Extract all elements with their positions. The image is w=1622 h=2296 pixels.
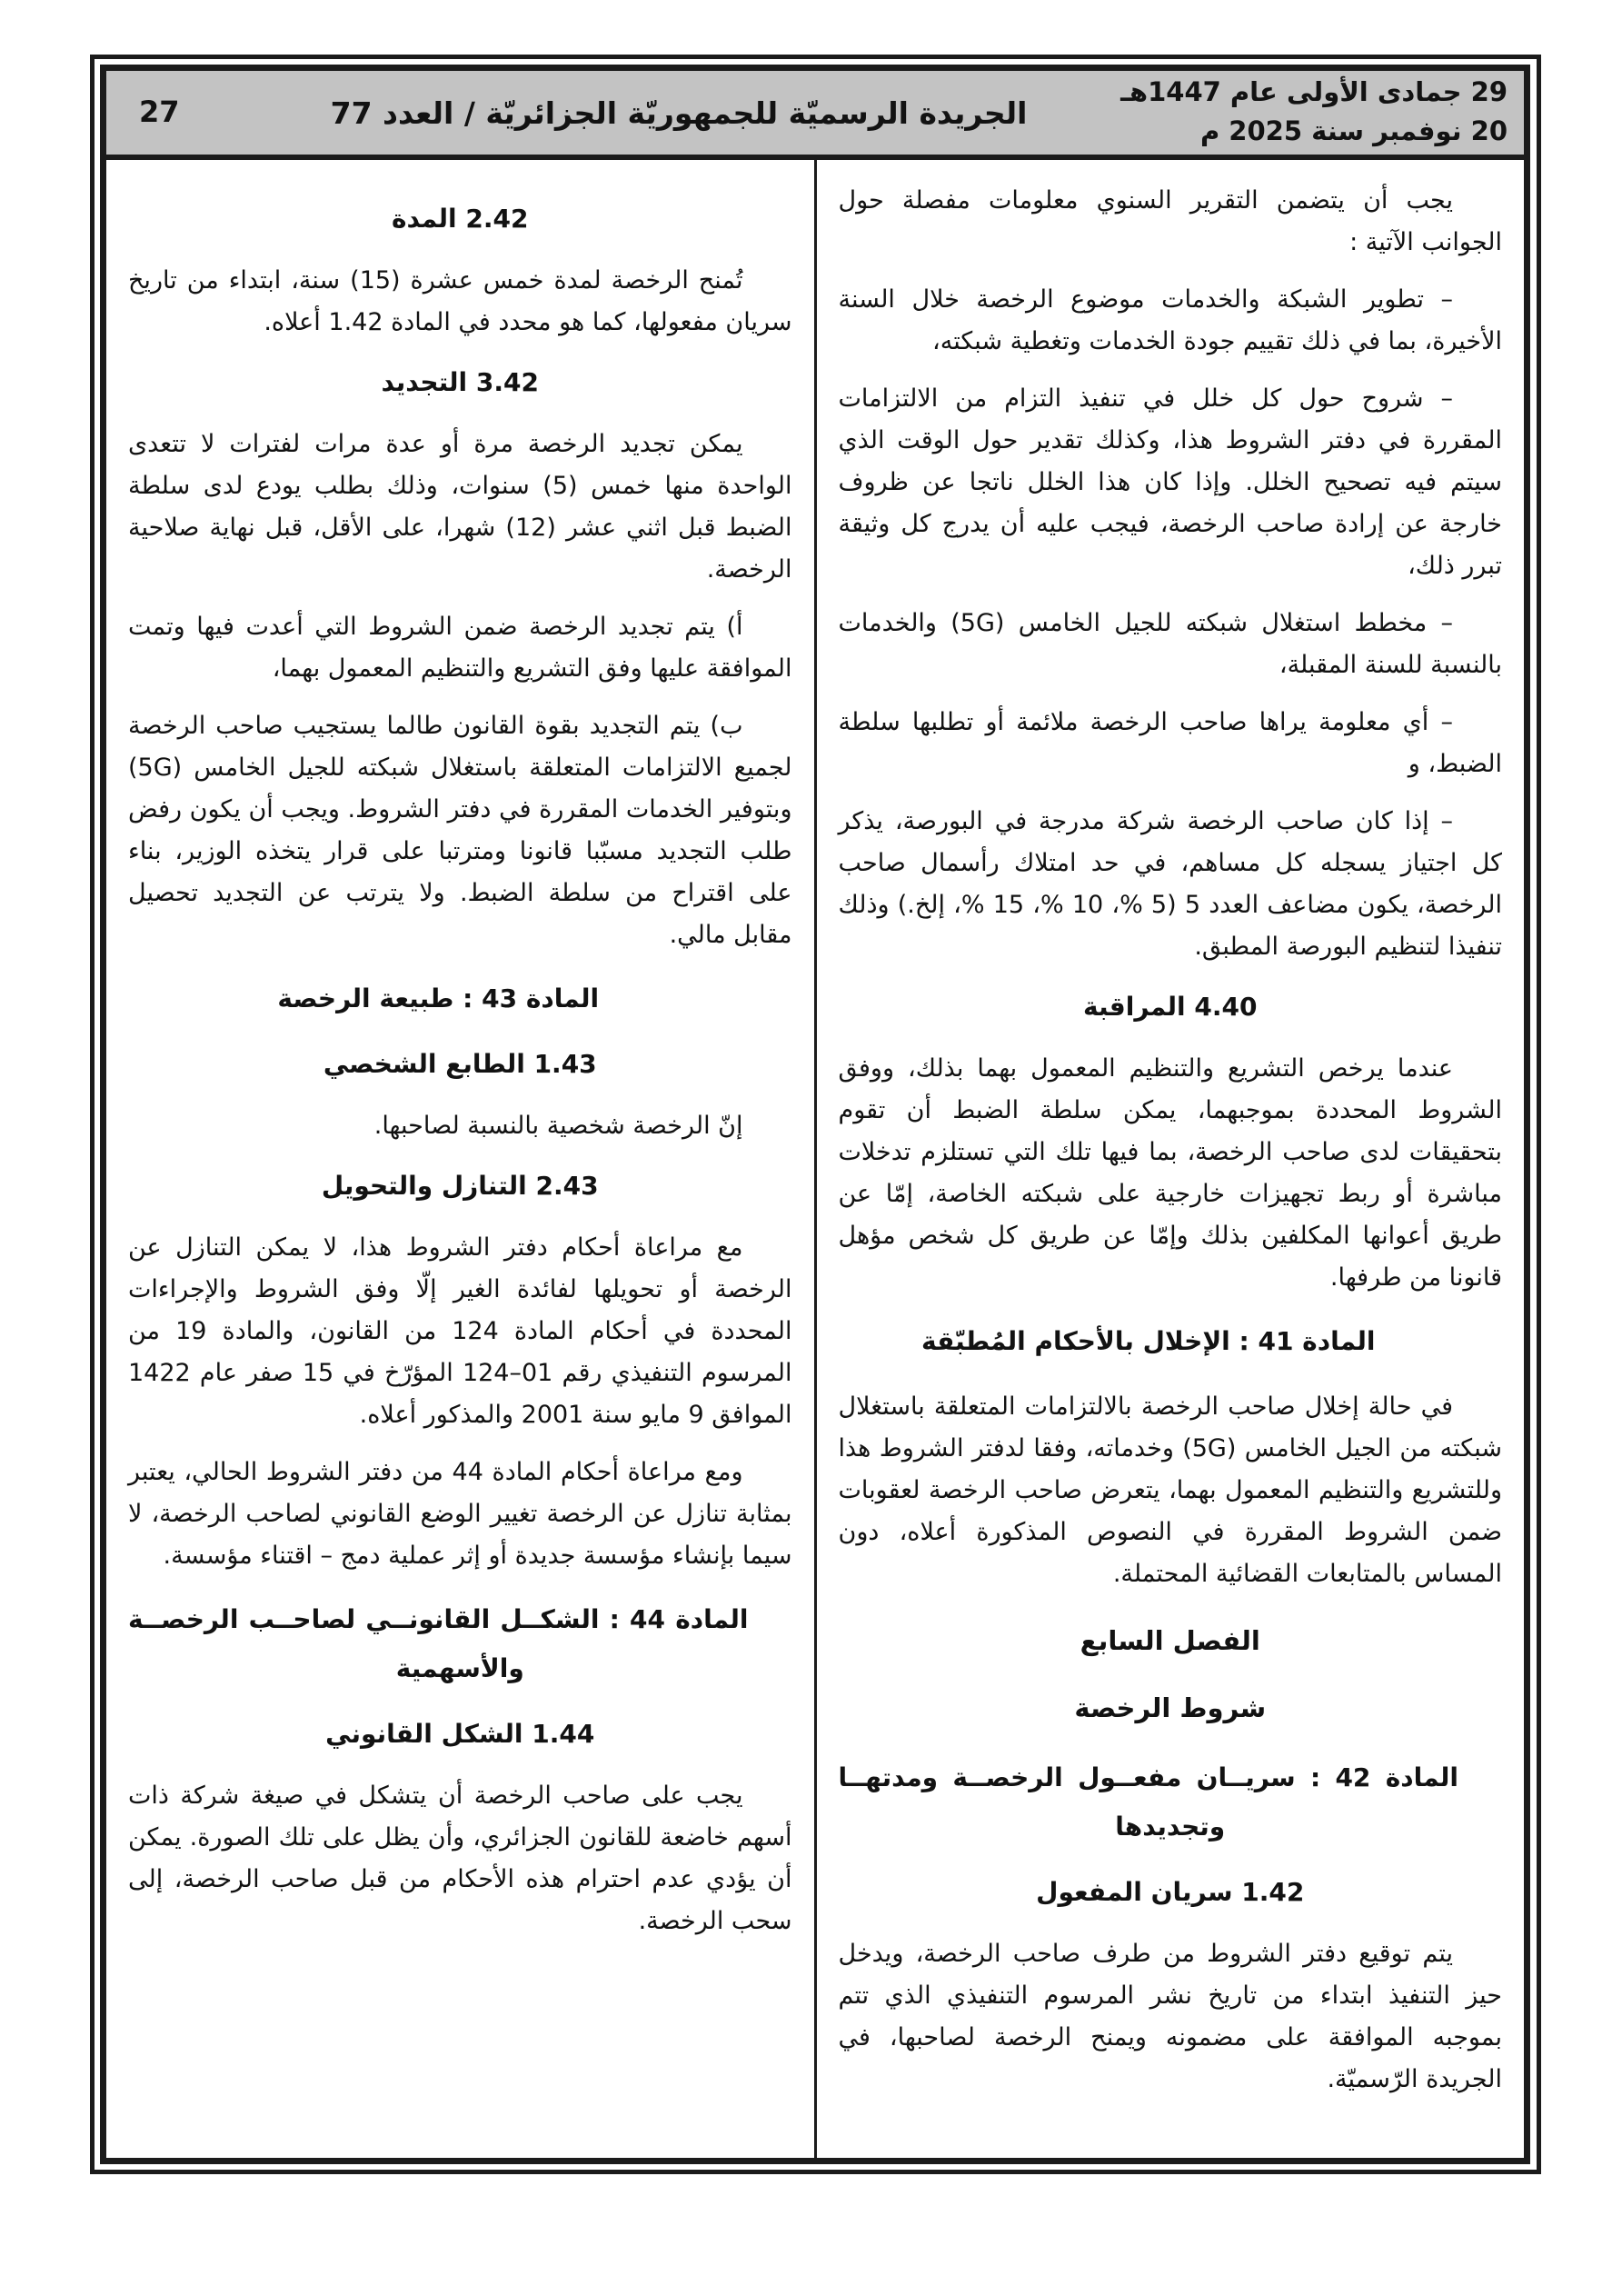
column-divider-rule — [814, 160, 817, 2158]
paragraph: أ) يتم تجديد الرخصة ضمن الشروط التي أعدت فيها وتمت الموافقة عليها وفق التشريع والتنظيم المعمول بهما، — [128, 613, 792, 683]
paragraph: إنّ الرخصة شخصية بالنسبة لصاحبها. — [373, 1112, 743, 1140]
page-inner-frame — [100, 65, 1530, 2164]
subsection-heading: 1.44 الشكل القانوني — [325, 1719, 595, 1749]
paragraph: يجب على صاحب الرخصة أن يتشكل في صيغة شركة ذات أسهم خاضعة للقانون الجزائري، وأن يظل على تلك الصورة. يمكن أن يؤدي عدم احترام هذه الأحكام من قبل صاحب الرخصة، إلى سحب الرخصة. — [128, 1782, 792, 1935]
subsection-heading: 4.40 المراقبة — [1083, 992, 1258, 1022]
column-left — [106, 160, 814, 2158]
article-heading: المادة 44 : الشكــل القانونــي لصاحــب الرخصــة والأسهمية — [128, 1604, 749, 1683]
date-gregorian: 20 نوفمبر سنة 2025 م — [1199, 115, 1508, 146]
issue-dates — [1120, 73, 1508, 151]
paragraph: يتم توقيع دفتر الشروط من طرف صاحب الرخصة، ويدخل حيز التنفيذ ابتداء من تاريخ نشر المرسوم التنفيذي الذي تتم بموجبه الموافقة على مضمونه ويمنح الرخصة لصاحبها، في الجريدة الرّسميّة. — [838, 1940, 1502, 2093]
paragraph: مع مراعاة أحكام دفتر الشروط هذا، لا يمكن التنازل عن الرخصة أو تحويلها لفائدة الغير إلّا وفق الشروط والإجراءات المحددة في أحكام المادة 124 من القانون، والمادة 19 من المرسوم التنفيذي رقم 01–124 المؤرّخ في 15 صفر عام 1422 الموافق 9 مايو سنة 2001 والمذكور أعلاه. — [128, 1233, 792, 1429]
list-item-dash: – أي معلومة يراها صاحب الرخصة ملائمة أو تطلبها سلطة الضبط، و — [838, 708, 1502, 778]
list-item-dash: – تطوير الشبكة والخدمات موضوع الرخصة خلال السنة الأخيرة، بما في ذلك تقييم جودة الخدمات وتغطية شبكته، — [838, 285, 1502, 355]
chapter-heading: الفصل السابع — [1080, 1625, 1260, 1656]
article-heading: المادة 41 : الإخلال بالأحكام المُطبّقة — [921, 1326, 1376, 1356]
two-column-body — [106, 160, 1524, 2158]
subsection-heading: 1.43 الطابع الشخصي — [323, 1049, 597, 1079]
subsection-heading: 3.42 التجديد — [381, 367, 539, 397]
paragraph: يجب أن يتضمن التقرير السنوي معلومات مفصلة حول الجوانب الآتية : — [838, 186, 1502, 256]
paragraph: في حالة إخلال صاحب الرخصة بالالتزامات المتعلقة باستغلال شبكته من الجيل الخامس (5G) وخدماته، وفقا لدفتر الشروط هذا وللتشريع والتنظيم المعمول بهما، يتعرض صاحب الرخصة لعقوبات ضمن الشروط المقررة في النصوص المذكورة أعلاه، دون المساس بالمتابعات القضائية المحتملة. — [838, 1393, 1502, 1588]
subsection-heading: 1.42 سريان المفعول — [1036, 1877, 1305, 1907]
subsection-heading: 2.43 التنازل والتحويل — [321, 1171, 599, 1201]
chapter-subheading: شروط الرخصة — [1074, 1692, 1267, 1723]
page-number: 27 — [139, 95, 180, 129]
page-header — [106, 71, 1524, 160]
article-heading: المادة 43 : طبيعة الرخصة — [277, 983, 600, 1013]
list-item-dash: – شروح حول كل خلل في تنفيذ التزام من الالتزامات المقررة في دفتر الشروط هذا، وكذلك تقدير حول الوقت الذي سيتم فيه تصحيح الخلل. وإذا كان هذا الخلل ناتجا عن ظروف خارجة عن إرادة صاحب الرخصة، فيجب عليه أن يدرج كل وثيقة تبرر ذلك، — [838, 384, 1502, 580]
article-heading: المادة 42 : سريــان مفعــول الرخصــة ومدتهــا وتجديدها — [838, 1762, 1458, 1842]
paragraph: ومع مراعاة أحكام المادة 44 من دفتر الشروط الحالي، يعتبر بمثابة تنازل عن الرخصة تغيير الوضع القانوني لصاحب الرخصة، لا سيما بإنشاء مؤسسة جديدة أو إثر عملية دمج – اقتناء مؤسسة. — [128, 1458, 792, 1570]
date-hijri: 29 جمادى الأولى عام 1447هـ — [1120, 76, 1508, 107]
list-item-dash: – إذا كان صاحب الرخصة شركة مدرجة في البورصة، يذكر كل اجتياز يسجله كل مساهم، في حد امتلاك رأسمال صاحب الرخصة، يكون مضاعف العدد 5 (5 %، 10 %، 15 %، إلخ.) وذلك تنفيذا لتنظيم البورصة المطبق. — [838, 807, 1502, 961]
column-right — [817, 160, 1525, 2158]
paragraph: يمكن تجديد الرخصة مرة أو عدة مرات لفترات لا تتعدى الواحدة منها خمس (5) سنوات، وذلك بطلب يودع لدى سلطة الضبط قبل اثني عشر (12) شهرا، على الأقل، قبل نهاية صلاحية الرخصة. — [128, 430, 792, 584]
paragraph: عندما يرخص التشريع والتنظيم المعمول بهما بذلك، ووفق الشروط المحددة بموجبهما، يمكن سلطة الضبط أن تقوم بتحقيقات لدى صاحب الرخصة، بما فيها تلك التي تستلزم تدخلات مباشرة أو ربط تجهيزات خارجية على شبكته الخاصة، إمّا عن طريق أعوانها المكلفين بذلك وإمّا عن طريق كل شخص مؤهل قانونا من طرفها. — [838, 1054, 1502, 1292]
subsection-heading: 2.42 المدة — [392, 204, 529, 234]
paragraph: تُمنح الرخصة لمدة خمس عشرة (15) سنة، ابتداء من تاريخ سريان مفعولها، كما هو محدد في المادة 1.42 أعلاه. — [128, 266, 792, 336]
paragraph: ب) يتم التجديد بقوة القانون طالما يستجيب صاحب الرخصة لجميع الالتزامات المتعلقة باستغلال شبكته للجيل الخامس (5G) وبتوفير الخدمات المقررة في دفتر الشروط. ويجب أن يكون رفض طلب التجديد مسبّبا قانونا ومترتبا على قرار يتخذه الوزير، بناء على اقتراح من سلطة الضبط. ولا يترتب عن التجديد تحصيل مقابل مالي. — [128, 712, 792, 949]
journal-title: الجريدة الرسميّة للجمهوريّة الجزائريّة / العدد 77 — [330, 95, 1028, 131]
list-item-dash: – مخطط استغلال شبكته للجيل الخامس (5G) والخدمات بالنسبة للسنة المقبلة، — [838, 609, 1502, 679]
